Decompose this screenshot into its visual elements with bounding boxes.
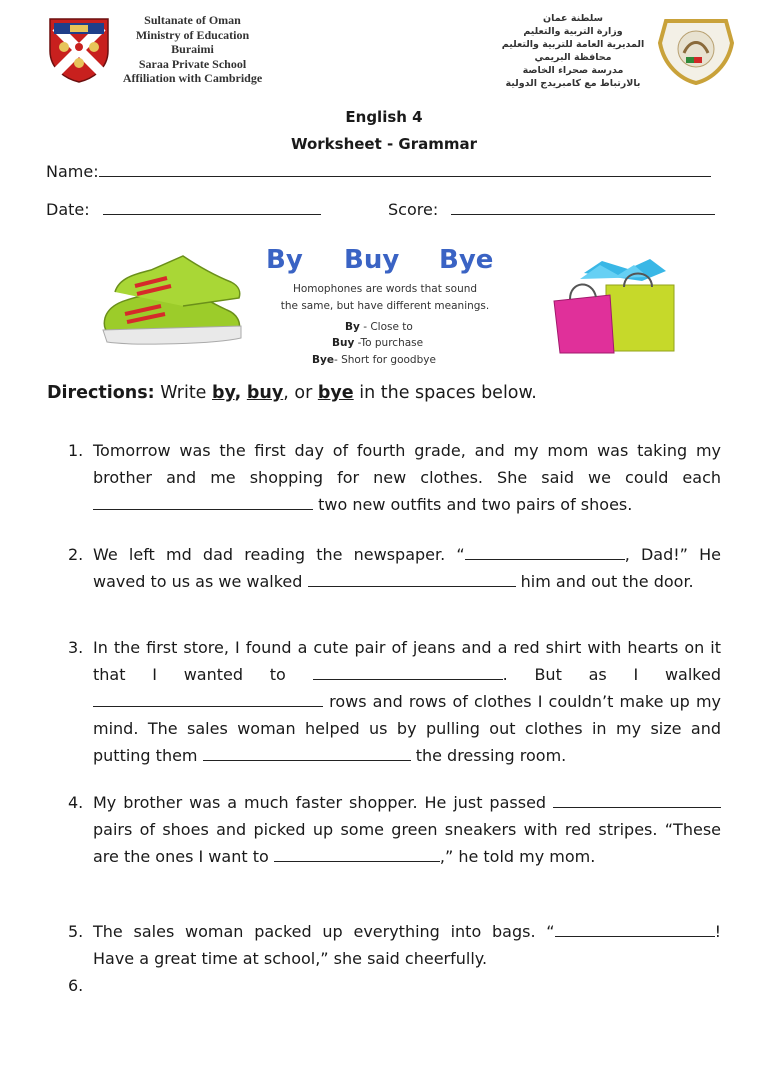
name-label: Name: bbox=[46, 162, 99, 181]
question-1 bbox=[93, 437, 721, 518]
name-field[interactable] bbox=[46, 161, 711, 181]
directions-text: , or bbox=[283, 383, 313, 403]
header-line: مدرسة صحراء الخاصة bbox=[522, 65, 624, 76]
cambridge-crest-logo bbox=[48, 17, 110, 83]
answer-blank[interactable] bbox=[553, 793, 721, 808]
answer-blank[interactable] bbox=[274, 847, 440, 862]
question-number: 6. bbox=[68, 976, 84, 995]
question-2 bbox=[93, 541, 721, 595]
header-line: المديرية العامة للتربية والتعليم bbox=[501, 39, 645, 50]
answer-blank[interactable] bbox=[465, 545, 625, 560]
answer-blank[interactable] bbox=[203, 746, 411, 761]
question-text: rows and rows of clothes I couldn’t make up my mind. The sales woman helped us by pulling out clothes in my size and putting them bbox=[93, 692, 722, 765]
answer-blank[interactable] bbox=[308, 572, 516, 587]
svg-text:Buy -To purchase bbox=[332, 337, 423, 349]
answer-blank[interactable] bbox=[555, 922, 715, 937]
by-term: By bbox=[345, 321, 360, 333]
question-text: pairs of shoes and picked up some green sneakers with red stripes. “These are the ones I want to bbox=[93, 820, 721, 866]
date-label: Date: bbox=[46, 200, 90, 219]
answer-blank[interactable] bbox=[93, 495, 313, 510]
question-text: ,” he told my mom. bbox=[439, 847, 596, 866]
question-text: In the first store, I found a cute pair of jeans and a red shirt with hearts on it that I wanted to bbox=[93, 638, 721, 684]
question-text: ! Have a great time at school,” she said cheerfully. bbox=[93, 922, 721, 968]
word-buy: buy bbox=[246, 383, 284, 403]
worksheet-title: Worksheet - Grammar bbox=[290, 135, 478, 153]
question-number: 4. bbox=[68, 793, 84, 812]
bye-term: Bye bbox=[312, 354, 334, 366]
header-line: Ministry of Education bbox=[135, 27, 250, 42]
question-number: 5. bbox=[68, 922, 84, 941]
header-line: Affiliation with Cambridge bbox=[122, 71, 263, 85]
name-blank[interactable] bbox=[99, 161, 711, 177]
question-text: We left md dad reading the newspaper. “ bbox=[93, 545, 465, 564]
question-number: 3. bbox=[68, 638, 84, 657]
directions-text: Write bbox=[160, 383, 207, 403]
banner-word-buy: Buy bbox=[344, 245, 400, 275]
header-line: وزارة التربية والتعليم bbox=[523, 26, 623, 37]
directions-text: in the spaces below. bbox=[359, 383, 537, 403]
score-label: Score: bbox=[388, 200, 439, 219]
shopping-bags-image bbox=[540, 255, 685, 355]
question-number: 1. bbox=[68, 441, 84, 460]
directions bbox=[47, 383, 537, 403]
score-field[interactable] bbox=[388, 199, 715, 219]
bye-def: - Short for goodbye bbox=[333, 354, 436, 366]
question-text: My brother was a much faster shopper. He just passed bbox=[93, 793, 547, 812]
question-text: The sales woman packed up everything into bags. “ bbox=[93, 922, 555, 941]
directions-comma: , bbox=[234, 383, 242, 403]
header-line: بالارتباط مع كامبريدج الدولية bbox=[505, 78, 641, 89]
school-name-arabic bbox=[488, 12, 658, 90]
date-field[interactable] bbox=[46, 199, 321, 219]
question-text: . But as I walked bbox=[502, 665, 721, 684]
subject-title: English 4 bbox=[345, 108, 423, 126]
buy-term: Buy bbox=[332, 337, 355, 349]
question-number: 2. bbox=[68, 545, 84, 564]
header-line: Saraa Private School bbox=[138, 56, 247, 71]
header-line: محافظة البريمي bbox=[534, 52, 612, 63]
header-line: سلطنة عمان bbox=[543, 13, 603, 24]
banner-definition: Homophones are words that sound bbox=[292, 283, 478, 295]
svg-text:Bye- Short for goodbye bbox=[312, 354, 436, 366]
question-text: , Dad!” He waved to us as we walked bbox=[93, 545, 722, 591]
school-name-english bbox=[110, 13, 275, 86]
banner-word-bye: Bye bbox=[439, 245, 494, 275]
question-5 bbox=[93, 918, 721, 972]
answer-blank[interactable] bbox=[93, 692, 323, 707]
directions-label: Directions: bbox=[47, 383, 155, 403]
svg-text:By - Close to bbox=[345, 321, 413, 333]
question-3 bbox=[93, 634, 721, 769]
answer-blank[interactable] bbox=[313, 665, 503, 680]
score-blank[interactable] bbox=[451, 199, 715, 215]
buy-def: -To purchase bbox=[357, 337, 424, 349]
banner-definition: the same, but have different meanings. bbox=[280, 300, 490, 312]
school-emblem-logo bbox=[656, 13, 736, 85]
header-line: Sultanate of Oman bbox=[144, 13, 241, 27]
sneakers-image bbox=[95, 248, 245, 360]
word-by: by bbox=[212, 383, 235, 403]
question-text: Tomorrow was the first day of fourth grade, and my mom was taking my brother and me shopping for new clothes. She said we could each bbox=[93, 441, 721, 487]
question-text: him and out the door. bbox=[520, 572, 694, 591]
header-line: Buraimi bbox=[171, 42, 214, 56]
question-text: the dressing room. bbox=[415, 746, 567, 765]
word-bye: bye bbox=[317, 383, 354, 403]
homophones-banner bbox=[250, 240, 520, 368]
date-blank[interactable] bbox=[103, 199, 321, 215]
banner-word-by: By bbox=[266, 245, 303, 275]
by-def: - Close to bbox=[363, 321, 413, 333]
question-text: two new outfits and two pairs of shoes. bbox=[318, 495, 633, 514]
question-4 bbox=[93, 789, 721, 870]
